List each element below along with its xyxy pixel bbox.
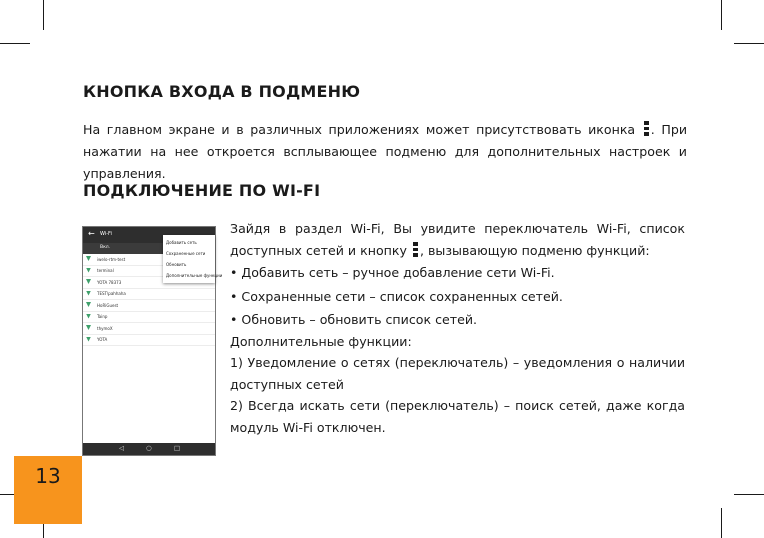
crop-mark (734, 494, 764, 495)
wifi-icon (86, 325, 91, 330)
popup-item-refresh: Обновить (166, 262, 187, 267)
crop-mark (43, 0, 44, 30)
network-item (83, 323, 215, 335)
network-name: thymoX (97, 325, 113, 331)
nav-home-icon: ○ (146, 444, 152, 452)
network-name: iwelo-rtm-test (97, 256, 126, 262)
back-arrow-icon: ← (88, 229, 95, 238)
nav-back-icon: ◁ (119, 444, 124, 452)
wifi-icon (86, 268, 91, 273)
submenu-paragraph (83, 119, 687, 185)
section-heading-submenu: КНОПКА ВХОДА В ПОДМЕНЮ (83, 82, 361, 101)
system-nav-bar (83, 443, 215, 455)
submenu-text-end: . При нажатии на нее откроется всплывающее подменю для дополнительных настроек и управления. (83, 122, 687, 181)
wifi-icon (86, 279, 91, 284)
wifi-icon (86, 302, 91, 307)
extra-functions-title: Дополнительные функции: (230, 333, 412, 349)
network-name: terminal (97, 268, 114, 273)
app-bar-title: Wi-Fi (100, 231, 112, 237)
section-heading-wifi: ПОДКЛЮЧЕНИЕ ПО WI-FI (83, 181, 321, 200)
page-number: 13 (35, 464, 61, 488)
wifi-icon (86, 314, 91, 319)
crop-mark (734, 43, 764, 44)
network-item (83, 300, 215, 312)
network-name: TEST\pahhaha (97, 291, 126, 296)
wifi-icon (86, 291, 91, 296)
popup-item-add-network: Добавить сеть (166, 240, 197, 245)
network-name: HoRiGuest (97, 302, 119, 308)
bullet-refresh: • Обновить – обновить список сетей. (230, 312, 478, 327)
overflow-menu-icon (413, 242, 418, 257)
network-name: YOTA (97, 337, 108, 342)
crop-mark (721, 0, 722, 30)
wifi-switch-label: Вкл. (100, 245, 111, 250)
wifi-intro-end: , вызывающую подменю функций: (419, 242, 650, 258)
popup-item-saved-networks: Сохраненные сети (166, 251, 206, 256)
nav-recent-icon: □ (174, 444, 181, 452)
network-name: Tainp (97, 314, 108, 319)
wifi-settings-screenshot (82, 226, 223, 456)
page-number-tab (14, 456, 82, 524)
bullet-saved-networks: • Сохраненные сети – список сохраненных сетей. (230, 288, 563, 304)
crop-mark (0, 43, 30, 44)
network-item (83, 312, 215, 324)
submenu-text-start: На главном экране и в различных приложениях может присутствовать иконка (83, 122, 642, 137)
extra-item-always-scan: 2) Всегда искать сети (переключатель) – поиск сетей, даже когда модуль Wi-Fi отключен. (230, 398, 685, 435)
wifi-intro (230, 218, 685, 261)
wifi-description (230, 218, 685, 438)
wifi-icon (86, 256, 91, 261)
bullet-add-network: • Добавить сеть – ручное добавление сети Wi-Fi. (230, 265, 555, 280)
wifi-icon (86, 337, 91, 342)
network-item (83, 335, 215, 347)
overflow-menu-icon (644, 121, 649, 136)
network-item (83, 289, 215, 301)
overflow-popup-menu (163, 235, 223, 283)
crop-mark (721, 508, 722, 538)
network-name: YOTA 78373 (97, 279, 122, 285)
extra-item-notifications: 1) Уведомление о сетях (переключатель) – уведомления о наличии доступных сетей (230, 355, 685, 392)
wifi-intro-start: Зайдя в раздел Wi-Fi, Вы увидите переключатель Wi-Fi, список доступных сетей и кнопку (230, 221, 685, 258)
popup-item-advanced: Дополнительные функции (166, 273, 223, 278)
